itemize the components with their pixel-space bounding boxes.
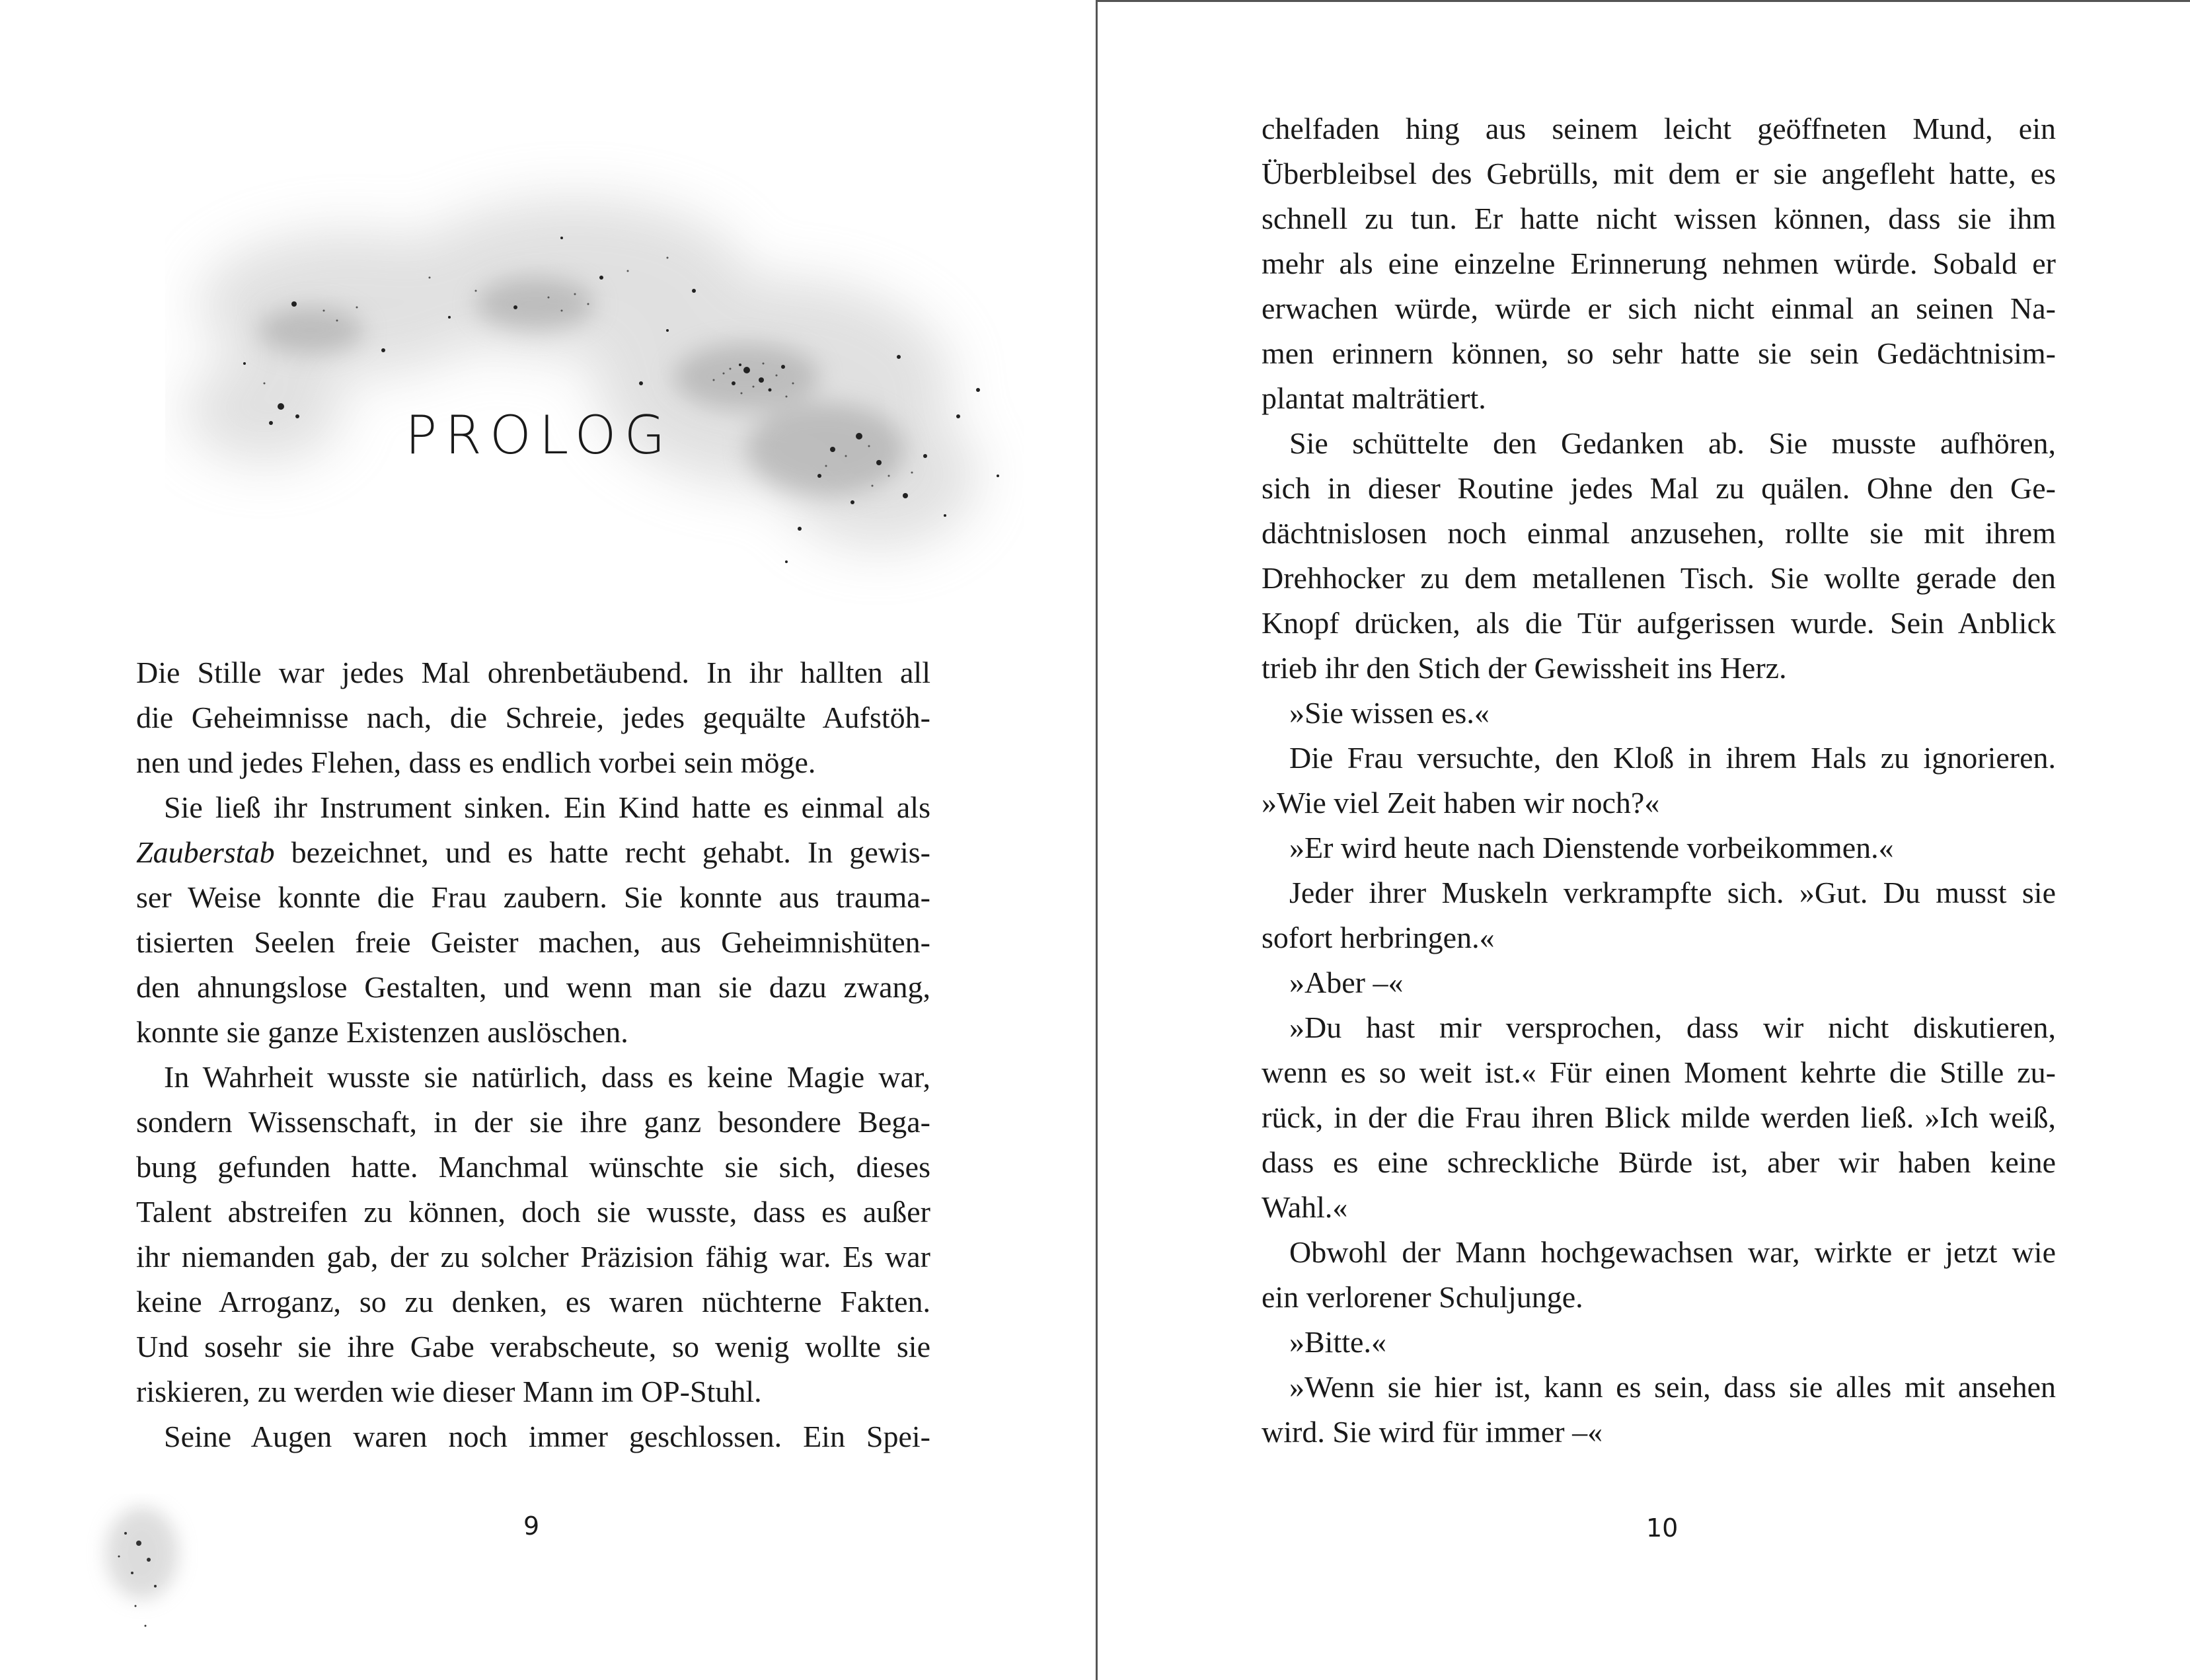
text-line: [136, 830, 930, 875]
text-line: die Geheimnisse nach, die Schreie, jedes gequälte Aufstöh-: [136, 701, 930, 734]
text-line: »Er wird heute nach Dienstende vorbeikommen.«: [1289, 831, 1894, 864]
text-line: tisierten Seelen freie Geister machen, aus Geheimnishüten-: [136, 925, 930, 959]
text-line: dächtnislosen noch einmal anzusehen, rollte sie mit ihrem: [1262, 516, 2056, 550]
text-line: erwachen würde, würde er sich nicht einmal an seinen Na-: [1262, 291, 2056, 325]
text-line: schnell zu tun. Er hatte nicht wissen können, dass sie ihm: [1262, 202, 2056, 235]
text-line: wenn es so weit ist.« Für einen Moment kehrte die Stille zu-: [1262, 1055, 2056, 1089]
text-line: plantat malträtiert.: [1262, 381, 1486, 415]
page-number: 9: [523, 1511, 540, 1541]
text-line: chelfaden hing aus seinem leicht geöffneten Mund, ein: [1262, 112, 2056, 145]
text-line: Wahl.«: [1262, 1190, 1348, 1224]
text-line: ser Weise konnte die Frau zaubern. Sie konnte aus trauma-: [136, 880, 930, 914]
page-number: 10: [1646, 1513, 1679, 1543]
text-line: dass es eine schreckliche Bürde ist, aber wir haben keine: [1262, 1145, 2056, 1179]
text-line: ein verlorener Schuljunge.: [1262, 1280, 1583, 1314]
text-line: konnte sie ganze Existenzen auslöschen.: [136, 1015, 628, 1049]
text-line: »Wie viel Zeit haben wir noch?«: [1262, 786, 1660, 820]
text-line: sofort herbringen.«: [1262, 921, 1495, 954]
text-line: Sie schüttelte den Gedanken ab. Sie musste aufhören,: [1289, 426, 2056, 460]
text-line: »Wenn sie hier ist, kann es sein, dass sie alles mit ansehen: [1289, 1370, 2056, 1404]
text-line: wird. Sie wird für immer –«: [1262, 1415, 1603, 1449]
text-line: sich in dieser Routine jedes Mal zu quälen. Ohne den Ge-: [1262, 471, 2056, 505]
text-line: Talent abstreifen zu können, doch sie wusste, dass es außer: [136, 1195, 930, 1229]
text-line: ihr niemanden gab, der zu solcher Präzision fähig war. Es war: [136, 1240, 930, 1274]
text-line: Obwohl der Mann hochgewachsen war, wirkte er jetzt wie: [1289, 1235, 2056, 1269]
text-line-rest: bezeichnet, und es hatte recht gehabt. In gewis-: [274, 835, 930, 869]
text-line: Die Stille war jedes Mal ohrenbetäubend. In ihr hallten all: [136, 656, 930, 689]
text-line: »Aber –«: [1289, 966, 1404, 999]
text-line: Die Frau versuchte, den Kloß in ihrem Hals zu ignorieren.: [1289, 741, 2056, 775]
text-line: Und sosehr sie ihre Gabe verabscheute, so wenig wollte sie: [136, 1330, 930, 1363]
text-line: Knopf drücken, als die Tür aufgerissen wurde. Sein Anblick: [1262, 606, 2056, 640]
text-line: nen und jedes Flehen, dass es endlich vorbei sein möge.: [136, 745, 816, 779]
text-line: bung gefunden hatte. Manchmal wünschte sie sich, dieses: [136, 1150, 930, 1184]
text-line: rück, in der die Frau ihren Blick milde werden ließ. »Ich weiß,: [1262, 1100, 2056, 1134]
corner-nebula-decoration: [86, 1494, 198, 1665]
text-line: Jeder ihrer Muskeln verkrampfte sich. »Gut. Du musst sie: [1289, 876, 2056, 909]
text-line: Sie ließ ihr Instrument sinken. Ein Kind hatte es einmal als: [164, 790, 930, 824]
text-line: Überbleibsel des Gebrülls, mit dem er sie angefleht hatte, es: [1262, 157, 2056, 190]
text-line: In Wahrheit wusste sie natürlich, dass es keine Magie war,: [164, 1060, 930, 1094]
right-page: [1096, 0, 2190, 1680]
text-line: »Sie wissen es.«: [1289, 696, 1490, 730]
text-line: mehr als eine einzelne Erinnerung nehmen würde. Sobald er: [1262, 247, 2056, 280]
emphasized-word: Zauberstab: [136, 835, 275, 869]
text-line: Seine Augen waren noch immer geschlossen. Ein Spei-: [164, 1420, 930, 1453]
text-line: trieb ihr den Stich der Gewissheit ins Herz.: [1262, 651, 1787, 685]
text-line: »Du hast mir versprochen, dass wir nicht diskutieren,: [1289, 1011, 2056, 1044]
text-line: den ahnungslose Gestalten, und wenn man sie dazu zwang,: [136, 970, 930, 1004]
text-line: riskieren, zu werden wie dieser Mann im OP-Stuhl.: [136, 1375, 762, 1408]
text-line: Drehhocker zu dem metallenen Tisch. Sie wollte gerade den: [1262, 561, 2056, 595]
text-line: men erinnern können, so sehr hatte sie sein Gedächtnisim-: [1262, 336, 2056, 370]
text-line: »Bitte.«: [1289, 1325, 1386, 1359]
text-line: keine Arroganz, so zu denken, es waren nüchterne Fakten.: [136, 1285, 930, 1318]
right-page-text: [1262, 106, 2056, 1455]
left-page-text: [136, 650, 930, 1459]
chapter-title: PROLOG: [405, 404, 673, 466]
text-line: sondern Wissenschaft, in der sie ihre ganz besondere Bega-: [136, 1105, 930, 1139]
nebula-illustration: [165, 106, 1024, 608]
